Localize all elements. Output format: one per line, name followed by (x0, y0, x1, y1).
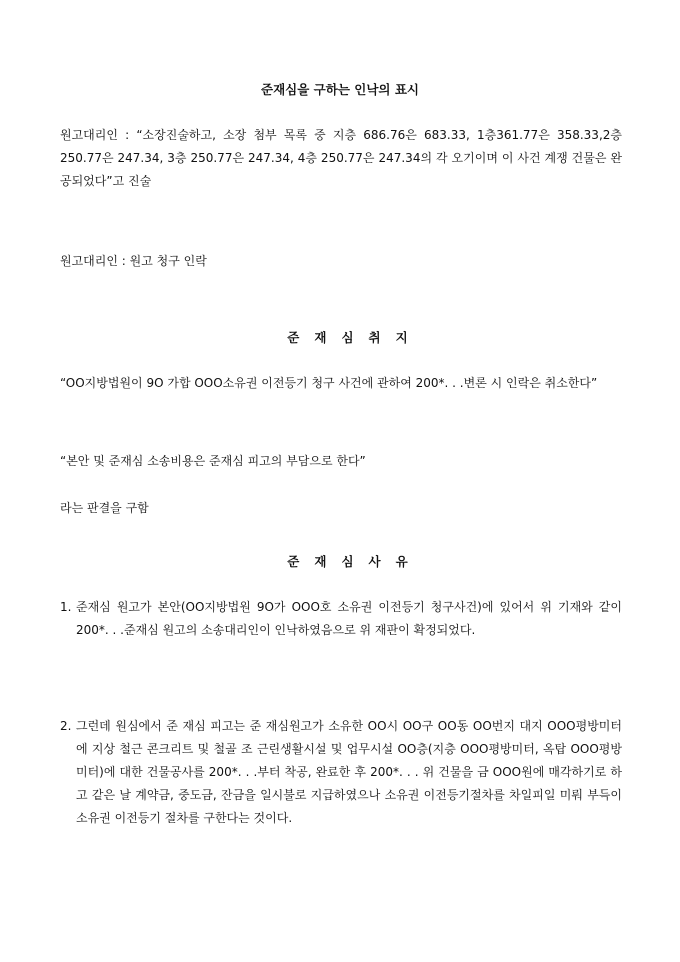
section-heading-purpose: 준재심취지 (287, 330, 423, 345)
purpose-paragraph-1: “OO지방법원이 9O 가합 OOO소유권 이전등기 청구 사건에 관하여 200*. . .변론 시 인락은 취소한다” (60, 376, 598, 390)
section-heading-reason: 준재심사유 (287, 554, 423, 569)
plaintiff-claim-paragraph: 원고대리인 : 원고 청구 인락 (60, 254, 207, 268)
plaintiff-statement-paragraph: 원고대리인 : “소장진술하고, 소장 첨부 목록 중 지층 686.76은 683.33, 1층361.77은 358.33,2층 250.77은 247.34, 3층 250.77은 247.34, 4층 250.77은 247.34의 각 오기이며 이 사건 계쟁 건물은 완공되었다”고 진술 (60, 128, 622, 188)
reason-text: 준재심 원고가 본안(OO지방법원 9O가 OOO호 소유권 이전등기 청구사건)에 있어서 위 기재와 같이 200*. . .준재심 원고의 소송대리인이 인낙하였음으로 위 재판이 확정되었다. (76, 600, 622, 637)
purpose-paragraph-3: 라는 판결을 구함 (60, 501, 149, 515)
reason-text: 그런데 원심에서 준 재심 피고는 준 재심원고가 소유한 OO시 OO구 OO동 OO번지 대지 OOO평방미터에 지상 철근 콘크리트 및 철골 조 근린생활시설 및 업무시설 OO층(지층 OOO평방미터, 옥탑 OOO평방미터)에 대한 건물공사를 200*. . .부터 착공, 완료한 후 200*. . . 위 건물을 금 OOO원에 매각하기로 하고 같은 날 계약금, 중도금, 잔금을 일시불로 지급하였으나 소유권 이전등기절차를 차일피일 미뤄 부득이 소유권 이전등기 절차를 구한다는 것이다. (76, 719, 622, 825)
purpose-paragraph-2: “본안 및 준재심 소송비용은 준재심 피고의 부담으로 한다” (60, 454, 366, 468)
reason-number: 2. (60, 719, 72, 733)
reason-item-1 (60, 596, 622, 642)
reason-number: 1. (60, 600, 72, 614)
document-title: 준재심을 구하는 인낙의 표시 (261, 82, 419, 97)
reason-item-2 (60, 715, 622, 830)
